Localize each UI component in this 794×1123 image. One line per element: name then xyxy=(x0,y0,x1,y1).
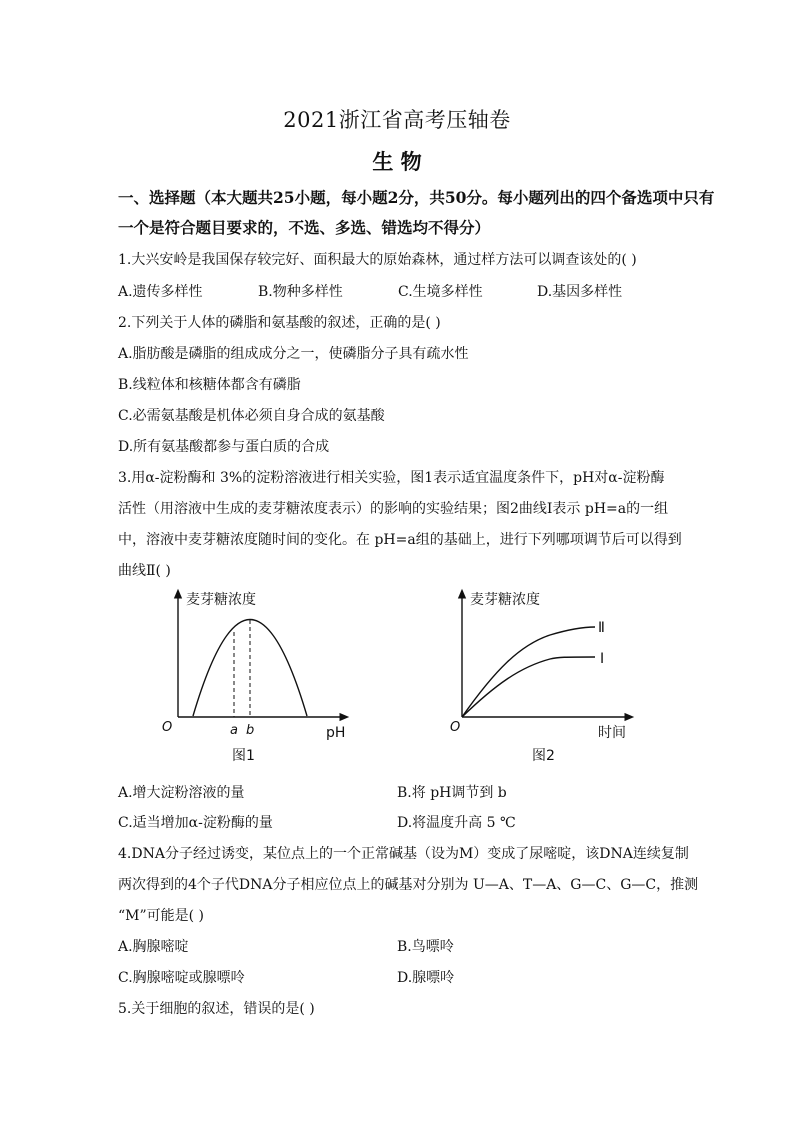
fig2-label-curve-2: Ⅱ xyxy=(598,620,605,636)
q5-stem: 5.关于细胞的叙述，错误的是( ) xyxy=(118,1001,315,1017)
figure-2-chart xyxy=(440,585,650,770)
q3-stem-line1: 3.用α-淀粉酶和 3%的淀粉溶液进行相关实验，图1表示适宜温度条件下，pH对α-淀粉酶 xyxy=(118,470,665,486)
q2-option-c: C.必需氨基酸是机体必须自身合成的氨基酸 xyxy=(118,408,385,424)
q2-option-d: D.所有氨基酸都参与蛋白质的合成 xyxy=(118,439,330,455)
fig2-caption: 图2 xyxy=(532,748,555,764)
fig1-tick-a: a xyxy=(230,723,238,738)
q4-option-d: D.腺嘌呤 xyxy=(397,970,455,986)
fig1-ylabel: 麦芽糖浓度 xyxy=(186,592,256,608)
fig2-origin: O xyxy=(450,720,461,735)
figure-1-chart xyxy=(150,585,370,770)
fig1-origin: O xyxy=(162,720,173,735)
q3-option-d: D.将温度升高 5 ℃ xyxy=(397,815,516,831)
q1-option-a: A.遗传多样性 xyxy=(118,284,203,300)
q3-stem-line4: 曲线Ⅱ( ) xyxy=(118,563,171,579)
fig1-tick-b: b xyxy=(246,723,255,738)
q1-option-c: C.生境多样性 xyxy=(398,284,483,300)
page-title: 2021浙江省高考压轴卷 xyxy=(283,108,511,132)
q4-stem-line1: 4.DNA分子经过诱变，某位点上的一个正常碱基（设为M）变成了尿嘧啶，该DNA连续复制 xyxy=(118,846,689,862)
q1-option-b: B.物种多样性 xyxy=(258,284,343,300)
q2-option-a: A.脂肪酸是磷脂的组成成分之一，使磷脂分子具有疏水性 xyxy=(118,346,469,362)
q4-option-c: C.胸腺嘧啶或腺嘌呤 xyxy=(118,970,245,986)
section-heading-line1: 一、选择题（本大题共25小题，每小题2分，共50分。每小题列出的四个备选项中只有 xyxy=(118,188,715,207)
q3-stem-line3: 中，溶液中麦芽糖浓度随时间的变化。在 pH=a组的基础上，进行下列哪项调节后可以得到 xyxy=(118,532,682,548)
q3-option-c: C.适当增加α-淀粉酶的量 xyxy=(118,815,273,831)
q2-stem: 2.下列关于人体的磷脂和氨基酸的叙述，正确的是( ) xyxy=(118,315,441,331)
q4-stem-line3: “M”可能是( ) xyxy=(118,908,205,924)
q4-option-a: A.胸腺嘧啶 xyxy=(118,939,189,955)
fig1-xlabel: pH xyxy=(326,725,346,741)
fig2-label-curve-1: Ⅰ xyxy=(600,651,605,667)
section-heading-line2: 一个是符合题目要求的，不选、多选、错选均不得分） xyxy=(118,218,491,237)
fig2-ylabel: 麦芽糖浓度 xyxy=(470,592,540,608)
q3-option-a: A.增大淀粉溶液的量 xyxy=(118,785,245,801)
q1-option-d: D.基因多样性 xyxy=(537,284,623,300)
fig2-curve-1 xyxy=(462,657,595,717)
fig2-curve-2 xyxy=(462,627,595,717)
subject-heading: 生 物 xyxy=(372,149,422,174)
q3-option-b: B.将 pH调节到 b xyxy=(397,785,507,801)
q2-option-b: B.线粒体和核糖体都含有磷脂 xyxy=(118,377,301,393)
fig1-curve xyxy=(193,620,307,717)
fig1-caption: 图1 xyxy=(232,748,255,764)
fig2-xlabel: 时间 xyxy=(598,725,626,741)
q4-stem-line2: 两次得到的4个子代DNA分子相应位点上的碱基对分别为 U—A、T—A、G—C、G—C，推测 xyxy=(118,877,699,893)
q3-stem-line2: 活性（用溶液中生成的麦芽糖浓度表示）的影响的实验结果；图2曲线Ⅰ表示 pH=a的一组 xyxy=(118,501,669,517)
q1-stem: 1.大兴安岭是我国保存较完好、面积最大的原始森林，通过样方法可以调查该处的( ) xyxy=(118,252,637,268)
q4-option-b: B.鸟嘌呤 xyxy=(397,939,454,955)
